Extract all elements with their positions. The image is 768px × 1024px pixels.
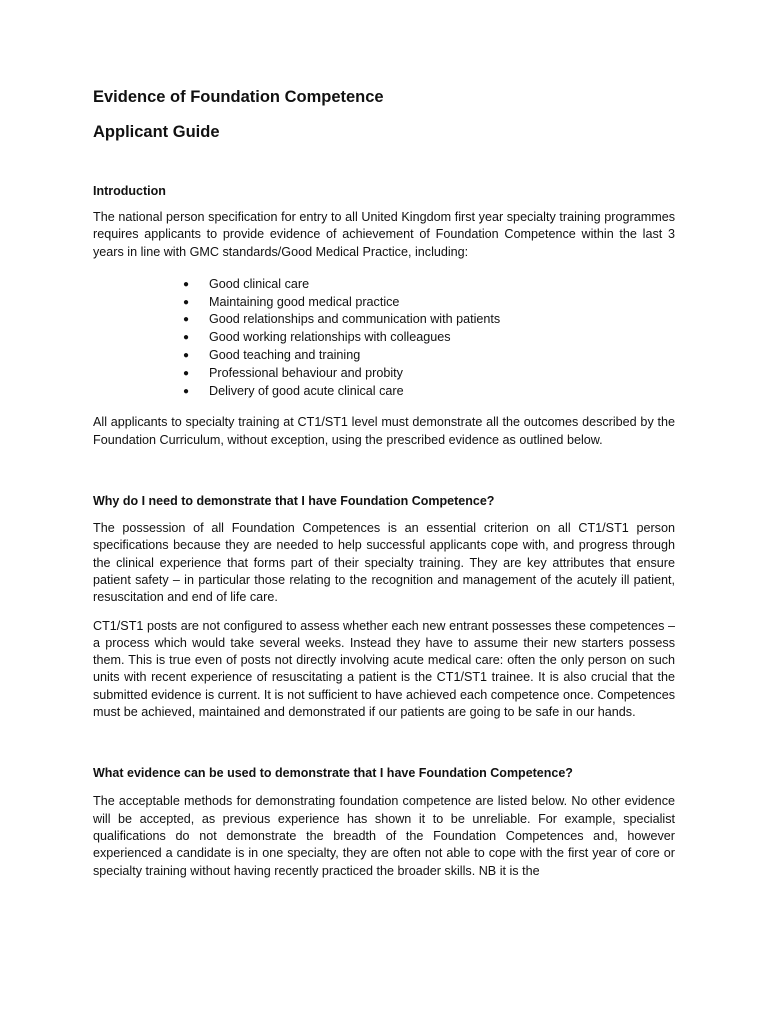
list-item: ● Maintaining good medical practice [183,294,675,312]
bullet-icon: ● [183,314,190,326]
list-item: ● Good teaching and training [183,347,675,365]
bullet-icon: ● [183,350,190,362]
list-item: ● Good clinical care [183,276,675,294]
bullet-icon: ● [183,367,190,379]
list-item: ● Good relationships and communication with patients [183,311,675,329]
document-subtitle: Applicant Guide [93,123,220,141]
introduction-closing-paragraph: All applicants to specialty training at CT1/ST1 level must demonstrate all the outcomes described by the Foundation Curriculum, without exception, using the prescribed evidence as outlined below. [93,415,675,447]
bullet-icon: ● [183,278,190,290]
why-section-heading: Why do I need to demonstrate that I have Foundation Competence? [93,494,495,509]
list-item: ● Delivery of good acute clinical care [183,383,675,401]
introduction-paragraph: The national person specification for entry to all United Kingdom first year specialty training programmes requires applicants to provide evidence of achievement of Foundation Competence within the last 3 years in line with GMC standards/Good Medical Practice, including: [93,210,675,259]
introduction-heading: Introduction [93,184,166,198]
document-title: Evidence of Foundation Competence [93,88,384,106]
list-item: ● Good working relationships with colleagues [183,329,675,347]
competence-list [93,276,675,401]
document-page [93,86,675,880]
why-section-paragraph-2: CT1/ST1 posts are not configured to assess whether each new entrant possesses these competences – a process which would take several weeks. Instead they have to assume their new starters possess them. This is true even of posts not directly involving acute medical care: often the only person on such units with recent experience of resuscitating a patient is the CT1/ST1 trainee. It is also crucial that the submitted evidence is current. It is not sufficient to have achieved each competence once. Competences must be achieved, maintained and demonstrated if our patients are going to be safe in our hands. [93,618,675,720]
list-item: ● Professional behaviour and probity [183,365,675,383]
what-section-paragraph: The acceptable methods for demonstrating foundation competence are listed below. No other evidence will be accepted, as previous experience has shown it to be unreliable. For example, specialist qualifications do not demonstrate the breadth of the Foundation Competences and, however experienced a candidate is in one specialty, they are often not able to cope with the first year of core or specialty training without having recently practiced the broader skills. NB it is the [93,794,675,878]
bullet-icon: ● [183,332,190,344]
bullet-icon: ● [183,385,190,397]
bullet-icon: ● [183,296,190,308]
why-section-paragraph-1: The possession of all Foundation Competences is an essential criterion on all CT1/ST1 person specifications because they are needed to help successful applicants cope with, and progress through the clinical experience that forms part of their specialty training. They are key attributes that ensure patient safety – in particular those relating to the recognition and management of the acutely ill patient, resuscitation and end of life care. [93,521,675,605]
what-section-heading: What evidence can be used to demonstrate that I have Foundation Competence? [93,766,573,781]
